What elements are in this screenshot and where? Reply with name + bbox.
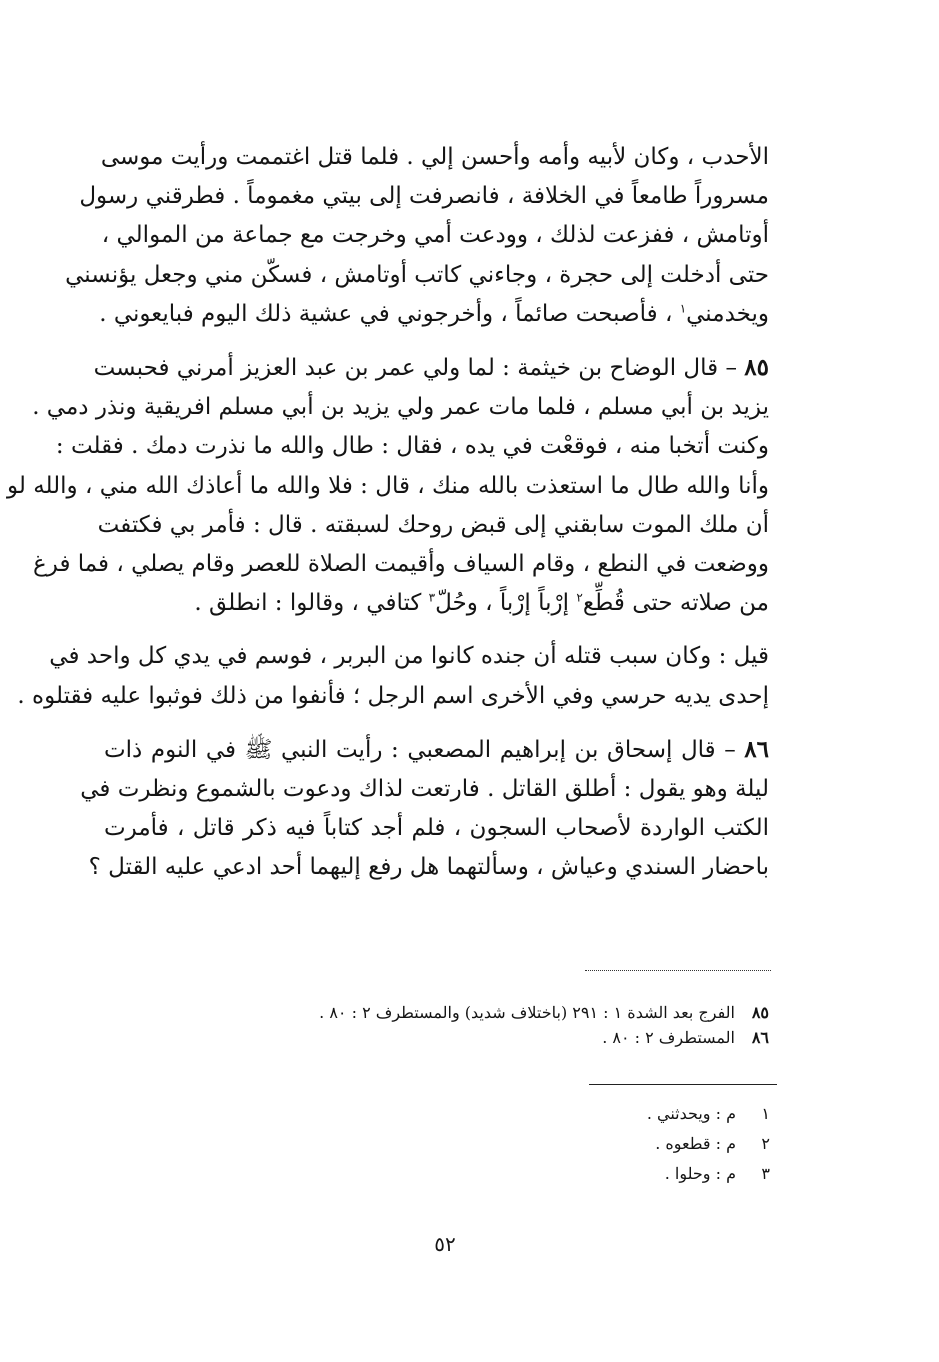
footnote xyxy=(420,1099,770,1129)
footnote xyxy=(420,1129,770,1159)
source-text: الفرج بعد الشدة ١ : ٢٩١ (باختلاف شديد) والمستطرف ٢ : ٨٠ . xyxy=(319,1003,735,1022)
footnote-number: ٢ xyxy=(761,1134,770,1153)
text-line xyxy=(104,730,769,770)
footnote-marker: ١ xyxy=(679,301,687,316)
text-line: ووضعت في النطع ، وقام السياف وأقيمت الصلاة للعصر وقام يصلي ، فما فرغ xyxy=(33,551,769,578)
footnote-marker: ٢ xyxy=(576,590,583,605)
source-text: المستطرف ٢ : ٨٠ . xyxy=(602,1028,735,1047)
source-number: ٨٦ xyxy=(751,1028,769,1047)
text-line xyxy=(104,584,769,623)
footnote-rule xyxy=(589,1084,777,1085)
paragraph-gap xyxy=(104,334,769,348)
text-line: إحدى يديه حرسي وفي الأخرى اسم الرجل ؛ فأنفوا من ذلك فوثبوا عليه فقتلوه . xyxy=(17,682,769,709)
text-line xyxy=(93,348,769,388)
text-line: مسروراً طامعاً في الخلافة ، فانصرفت إلى بيتي مغموماً . فطرقني رسول xyxy=(79,183,769,210)
footnote-text: م : قطعوه . xyxy=(655,1134,736,1153)
text-line: قيل : وكان سبب قتله أن جنده كانوا من البربر ، فوسم في يدي كل واحد في xyxy=(49,643,769,670)
item-number: ٨٦ xyxy=(744,735,769,763)
text-line: ليلة وهو يقول : أطلق القاتل . فارتعت لذاك ودعوت بالشموع ونظرت في xyxy=(80,776,769,803)
text-fragment: ويخدمني xyxy=(686,300,769,327)
main-text xyxy=(7,138,769,888)
item-number: ٨٥ xyxy=(744,354,769,382)
text-fragment: كتافي ، وقالوا : انطلق . xyxy=(194,590,429,617)
footnote-marker: ٣ xyxy=(428,590,436,605)
footnote-text: م : وحلوا . xyxy=(664,1164,736,1183)
source-references xyxy=(200,1000,769,1050)
footnote xyxy=(420,1159,770,1189)
footnote-text: م : ويحدثني . xyxy=(646,1104,736,1123)
source-number: ٨٥ xyxy=(751,1003,769,1022)
text-line: يزيد بن أبي مسلم ، فلما مات عمر ولي يزيد بن أبي مسلم افريقية ونذر دمي . xyxy=(32,394,769,421)
dotted-separator xyxy=(585,970,771,971)
page-number: ٥٢ xyxy=(434,1232,456,1256)
text-line: باحضار السندي وعياش ، وسألتهما هل رفع إليهما أحد ادعي عليه القتل ؟ xyxy=(88,854,769,881)
text-line: وكنت أتخبا منه ، فوقعْت في يده ، فقال : طال والله ما نذرت دمك . فقلت : xyxy=(55,433,769,460)
text-line xyxy=(99,295,769,334)
footnotes xyxy=(420,1099,770,1189)
text-line: الأحدب ، وكان لأبيه وأمه وأحسن إلي . فلما قتل اغتممت ورأيت موسى xyxy=(100,144,769,170)
text-fragment: ، فأصبحت صائماً ، وأخرجوني في عشية ذلك اليوم فبايعوني . xyxy=(99,300,680,327)
text-fragment: إرْباً إرْباً ، وحُلّ xyxy=(435,590,577,617)
text-line: حتى أدخلت إلى حجرة ، وجاءني كاتب أوتامش ، فسكّن مني وجعل يؤنسني xyxy=(65,261,769,288)
text-fragment: من صلاته حتى قُطِّع xyxy=(582,590,769,617)
paragraph-gap xyxy=(104,623,769,637)
source-entry xyxy=(200,1025,769,1050)
text-line: الكتب الواردة لأصحاب السجون ، فلم أجد كتاباً فيه ذكر قاتل ، فأمرت xyxy=(104,815,769,842)
text-fragment: – قال إسحاق بن إبراهيم المصعبي : رأيت النبي ﷺ في النوم ذات xyxy=(104,736,745,763)
text-fragment: – قال الوضاح بن خيثمة : لما ولي عمر بن عبد العزيز أمرني فحبست xyxy=(93,355,745,382)
footnote-number: ١ xyxy=(761,1104,770,1123)
text-line: أن ملك الموت سابقني إلى قبض روحك لسبقته . قال : فأمر بي فكتفت xyxy=(97,511,769,538)
text-line: وأنا والله طال ما استعذت بالله منك ، قال : فلا والله ما أعاذك الله مني ، والله لو xyxy=(7,472,769,499)
footnote-number: ٣ xyxy=(761,1164,770,1183)
text-line: أوتامش ، ففزعت لذلك ، وودعت أمي وخرجت مع جماعة من الموالي ، xyxy=(101,222,769,249)
source-entry xyxy=(200,1000,769,1025)
paragraph-gap xyxy=(104,716,769,730)
